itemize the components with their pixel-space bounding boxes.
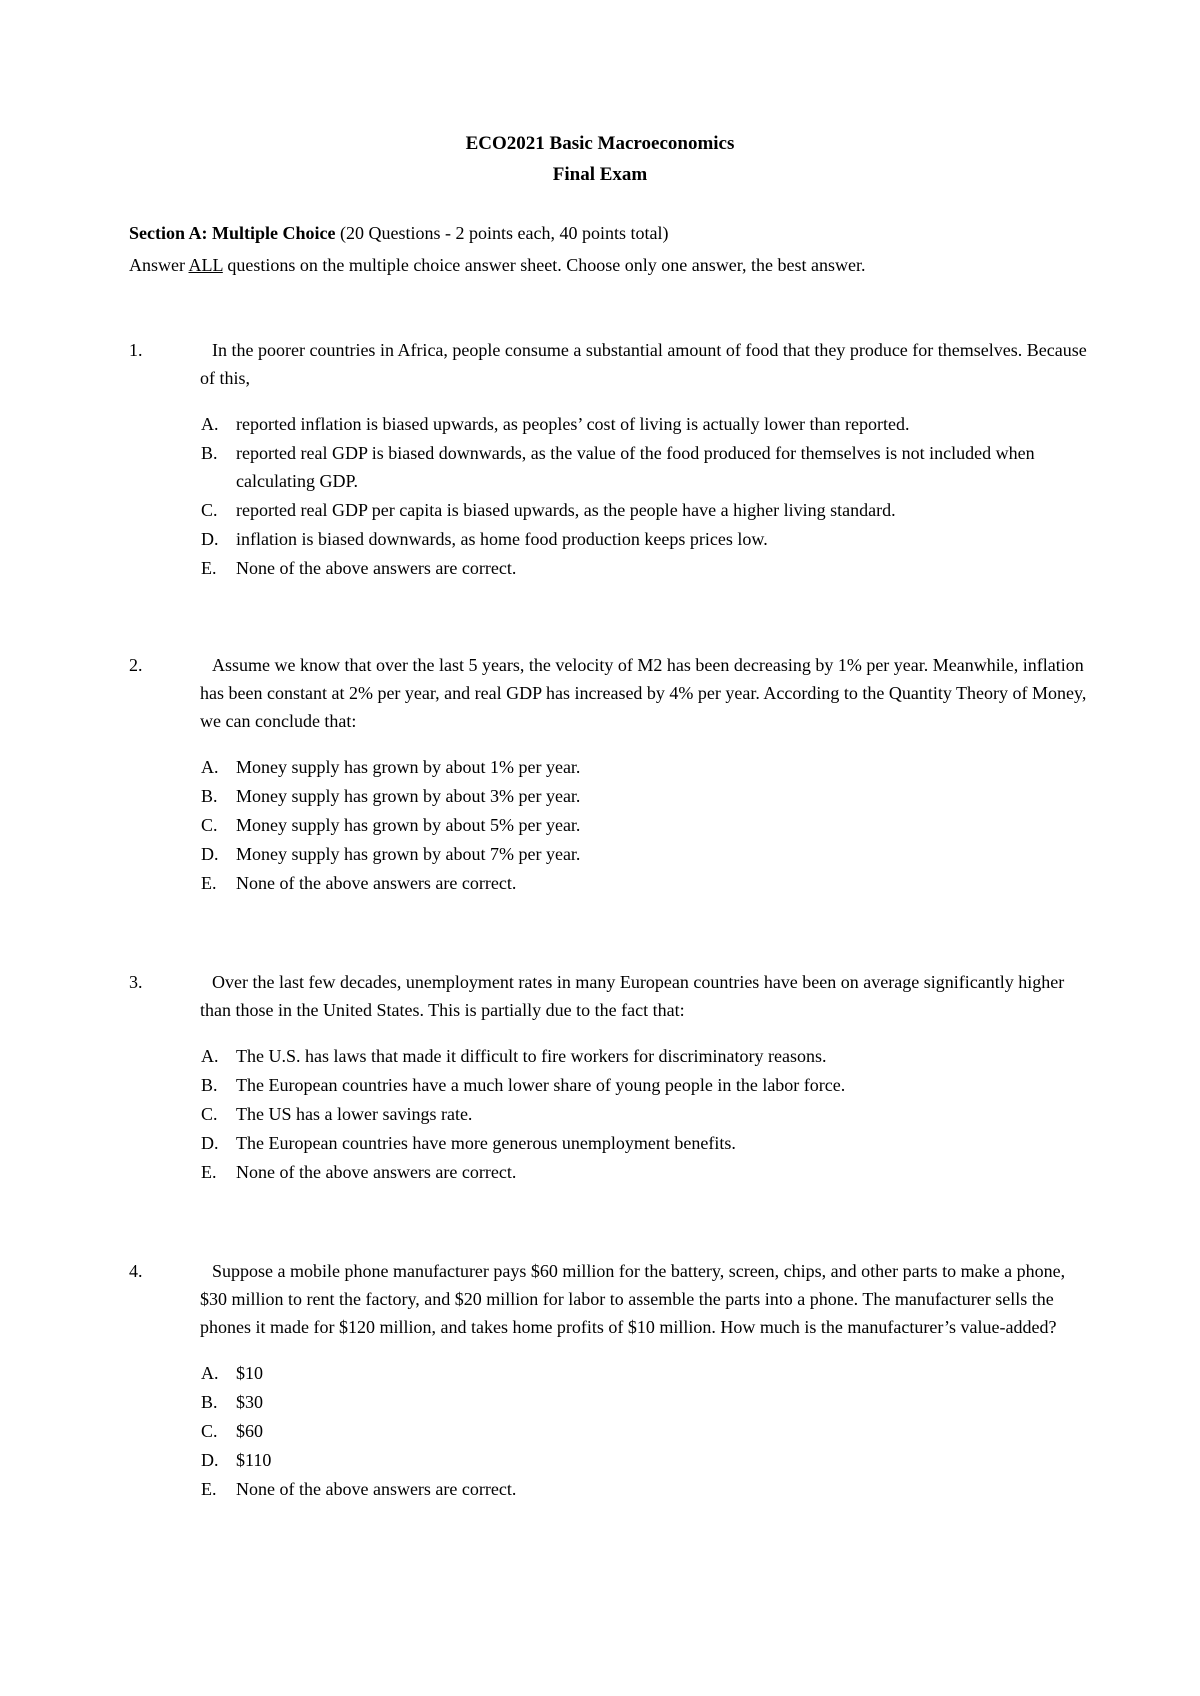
choice-item	[201, 1071, 1089, 1099]
choice-letter: D.	[201, 844, 219, 864]
choice-text: The U.S. has laws that made it difficult to fire workers for discriminatory reasons.	[236, 1046, 827, 1066]
choice-letter: A.	[201, 1363, 219, 1383]
question-2	[129, 651, 1089, 898]
choice-item	[201, 496, 1089, 524]
choice-text: The US has a lower savings rate.	[236, 1104, 473, 1124]
choice-text: None of the above answers are correct.	[236, 558, 517, 578]
choice-list	[129, 753, 1089, 897]
choice-letter: B.	[201, 443, 218, 463]
choice-letter: C.	[201, 1421, 218, 1441]
question-3	[129, 968, 1089, 1187]
question-1	[129, 336, 1089, 583]
question-text: Over the last few decades, unemployment rates in many European countries have been on average significantly higher than those in the United States. This is partially due to the fact that:	[200, 972, 1065, 1020]
choice-letter: A.	[201, 414, 219, 434]
choice-item	[201, 1100, 1089, 1128]
question-text: In the poorer countries in Africa, people consume a substantial amount of food that they produce for themselves. Because of this,	[200, 340, 1087, 388]
choice-text: Money supply has grown by about 5% per year.	[236, 815, 581, 835]
choice-item	[201, 869, 1089, 897]
choice-letter: C.	[201, 500, 218, 520]
choice-item	[201, 525, 1089, 553]
choice-list	[129, 410, 1089, 582]
choice-list	[129, 1359, 1089, 1503]
choice-item	[201, 753, 1089, 781]
choice-text: reported real GDP is biased downwards, as the value of the food produced for themselves is not included when calculating GDP.	[236, 443, 1035, 491]
choice-item	[201, 782, 1089, 810]
section-label: Section A: Multiple Choice	[129, 223, 336, 243]
choice-text: The European countries have more generous unemployment benefits.	[236, 1133, 736, 1153]
choice-list	[129, 1042, 1089, 1186]
choice-text: $110	[236, 1450, 272, 1470]
question-number: 4.	[129, 1261, 143, 1281]
course-title: ECO2021 Basic Macroeconomics	[465, 133, 735, 154]
choice-item	[201, 1129, 1089, 1157]
choice-text: The European countries have a much lower share of young people in the labor force.	[236, 1075, 846, 1095]
question-text: Assume we know that over the last 5 years, the velocity of M2 has been decreasing by 1% per year. Meanwhile, inflation has been constant at 2% per year, and real GDP has increased by 4% per year. According to the Quantity Theory of Money, we can conclude that:	[200, 655, 1087, 731]
choice-letter: B.	[201, 786, 218, 806]
question-number: 1.	[129, 340, 143, 360]
section-heading	[129, 219, 668, 247]
choice-letter: E.	[201, 1479, 217, 1499]
choice-item	[201, 439, 1089, 495]
question-text: Suppose a mobile phone manufacturer pays $60 million for the battery, screen, chips, and other parts to make a phone, $30 million to rent the factory, and $20 million for labor to assemble the parts into a phone. The manufacturer sells the phones it made for $120 million, and takes home profits of $10 million. How much is the manufacturer’s value-added?	[200, 1261, 1066, 1337]
choice-letter: D.	[201, 529, 219, 549]
section-details: (20 Questions - 2 points each, 40 points total)	[335, 223, 669, 243]
choice-text: $30	[236, 1392, 263, 1412]
choice-letter: E.	[201, 873, 217, 893]
question-number: 3.	[129, 972, 143, 992]
choice-item	[201, 811, 1089, 839]
choice-text: reported real GDP per capita is biased upwards, as the people have a higher living standard.	[236, 500, 896, 520]
choice-letter: B.	[201, 1075, 218, 1095]
choice-letter: D.	[201, 1133, 219, 1153]
choice-letter: E.	[201, 1162, 217, 1182]
choice-item	[201, 554, 1089, 582]
choice-item	[201, 1158, 1089, 1186]
choice-letter: C.	[201, 1104, 218, 1124]
choice-item	[201, 1042, 1089, 1070]
choice-letter: A.	[201, 757, 219, 777]
instructions-after: questions on the multiple choice answer sheet. Choose only one answer, the best answer.	[222, 255, 866, 275]
choice-letter: C.	[201, 815, 218, 835]
instructions-emphasis: ALL	[188, 255, 223, 275]
choice-text: None of the above answers are correct.	[236, 873, 517, 893]
choice-letter: B.	[201, 1392, 218, 1412]
exam-header	[0, 128, 1200, 190]
choice-text: $60	[236, 1421, 263, 1441]
question-4	[129, 1257, 1089, 1504]
choice-item	[201, 1446, 1089, 1474]
choice-text: None of the above answers are correct.	[236, 1479, 517, 1499]
choice-letter: A.	[201, 1046, 219, 1066]
question-stem	[129, 968, 1089, 1024]
choice-item	[201, 1475, 1089, 1503]
choice-item	[201, 1417, 1089, 1445]
question-stem	[129, 1257, 1089, 1341]
choice-item	[201, 1388, 1089, 1416]
question-stem	[129, 336, 1089, 392]
choice-letter: D.	[201, 1450, 219, 1470]
choice-text: Money supply has grown by about 3% per year.	[236, 786, 581, 806]
choice-item	[201, 840, 1089, 868]
choice-text: Money supply has grown by about 7% per year.	[236, 844, 581, 864]
instructions	[129, 251, 865, 279]
choice-item	[201, 1359, 1089, 1387]
question-stem	[129, 651, 1089, 735]
choice-text: None of the above answers are correct.	[236, 1162, 517, 1182]
choice-item	[201, 410, 1089, 438]
choice-text: Money supply has grown by about 1% per year.	[236, 757, 581, 777]
choice-text: reported inflation is biased upwards, as peoples’ cost of living is actually lower than reported.	[236, 414, 910, 434]
choice-text: inflation is biased downwards, as home food production keeps prices low.	[236, 529, 768, 549]
choice-text: $10	[236, 1363, 263, 1383]
instructions-before: Answer	[129, 255, 189, 275]
question-number: 2.	[129, 655, 143, 675]
choice-letter: E.	[201, 558, 217, 578]
exam-title: Final Exam	[552, 164, 648, 185]
